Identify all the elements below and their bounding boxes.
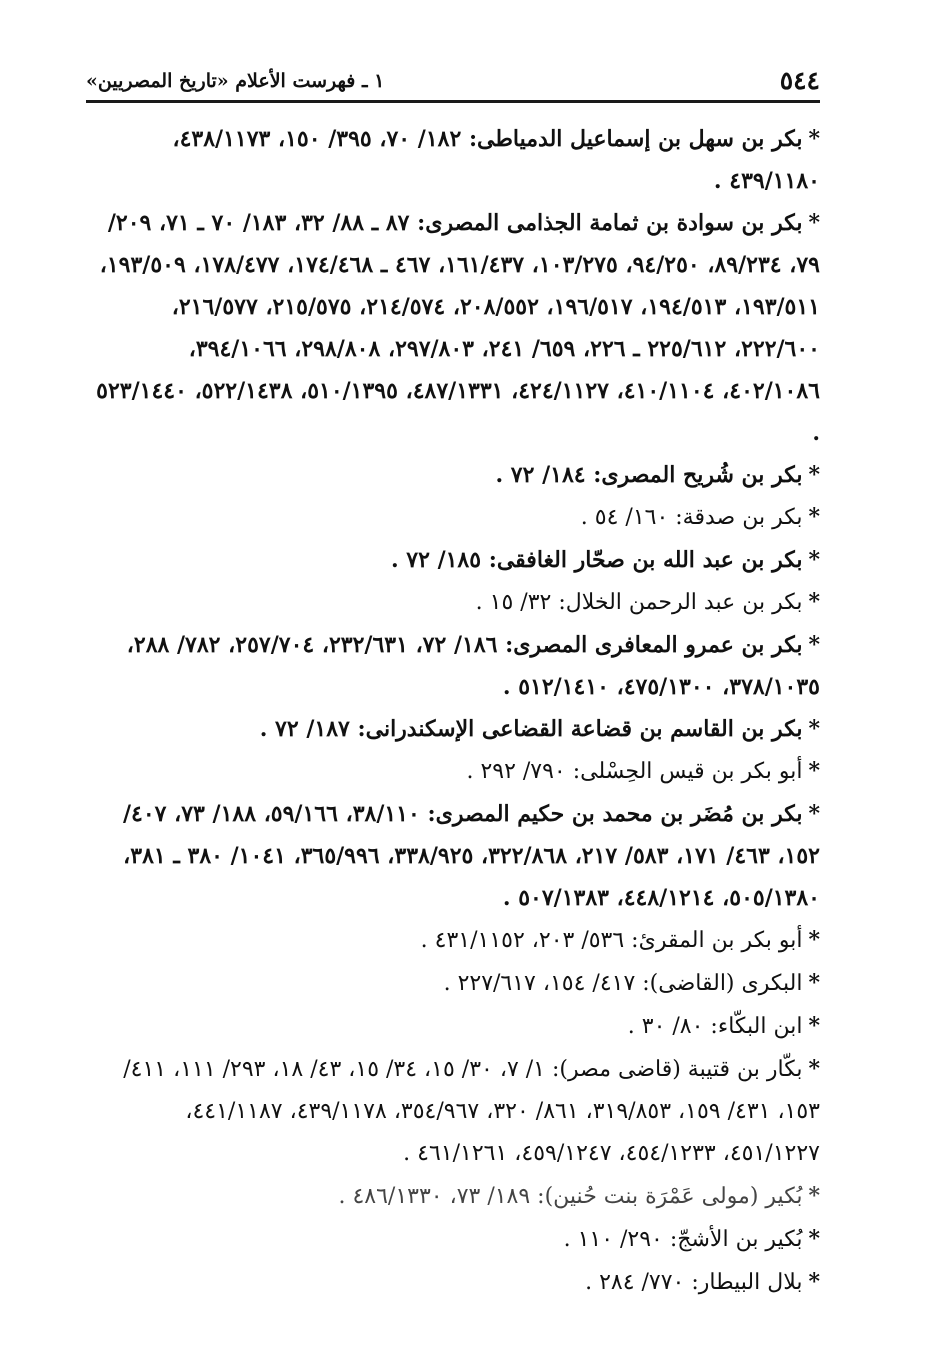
index-entry	[96, 750, 820, 793]
index-entry	[96, 539, 820, 581]
index-entry	[96, 1048, 820, 1175]
bullet-star-icon: *	[808, 1013, 820, 1039]
bullet-star-icon: *	[808, 462, 820, 488]
entry-text: بكر بن عبد الرحمن الخلال: ٣٢/ ١٥ .	[475, 590, 803, 615]
running-title: ١ ـ فهرست الأعلام «تاريخ المصريين»	[86, 70, 385, 92]
bullet-star-icon: *	[808, 504, 820, 530]
index-entry	[96, 496, 820, 539]
bullet-star-icon: *	[808, 1056, 820, 1082]
entry-text: بكر بن سوادة بن ثمامة الجذامى المصرى: ٨٧ ـ ٨٨/ ٣٢، ١٨٣/ ٧٠ ـ ٧١، ٢٠٩/ ٧٩، ٨٩/٢٣٤، ٩٤/٢٥٠، ١٠٣/٢٧٥، ١٦١/٤٣٧، ٤٦٧ ـ ١٧٤/٤٦٨، ١٧٨/٤٧٧، ١٩٣/٥٠٩، ١٩٣/٥١١، ١٩٤/٥١٣، ١٩٦/٥١٧، ٢٠٨/٥٥٢، ٢١٤/٥٧٤، ٢١٥/٥٧٥، ٢١٦/٥٧٧، ٢٢٢/٦٠٠، ٢٢٥/٦١٢ ـ ٢٢٦، ٦٥٩/ ٢٤١، ٢٩٧/٨٠٣، ٢٩٨/٨٠٨، ٣٩٤/١٠٦٦، ٤٠٢/١٠٨٦، ٤١٠/١١٠٤، ٤٢٤/١١٢٧، ٤٨٧/١٣٣١، ٥١٠/١٣٩٥، ٥٢٢/١٤٣٨، ٥٢٣/١٤٤٠ .	[96, 210, 820, 446]
bullet-star-icon: *	[808, 589, 820, 615]
bullet-star-icon: *	[808, 801, 820, 827]
bullet-star-icon: *	[808, 970, 820, 996]
bullet-star-icon: *	[808, 210, 820, 236]
index-entry	[96, 708, 820, 750]
bullet-star-icon: *	[808, 927, 820, 953]
index-entry	[96, 962, 820, 1005]
entry-text: بُكير بن الأشجّ: ٢٩٠/ ١١٠ .	[563, 1227, 803, 1252]
index-entry	[96, 1218, 820, 1261]
index-entry	[96, 454, 820, 496]
bullet-star-icon: *	[808, 758, 820, 784]
entry-text: البكرى (القاضى): ٤١٧/ ١٥٤، ٢٢٧/٦١٧ .	[443, 971, 803, 996]
index-entry	[96, 202, 820, 454]
entry-text: بكر بن القاسم بن قضاعة القضاعى الإسكندرانى: ١٨٧/ ٧٢ .	[259, 716, 803, 742]
bullet-star-icon: *	[808, 716, 820, 742]
page-number: ٥٤٤	[779, 66, 820, 95]
index-entry	[96, 118, 820, 202]
index-entry	[96, 624, 820, 708]
entry-text: أبو بكر بن قيس الحِسْلى: ٧٩٠/ ٢٩٢ .	[466, 759, 803, 784]
bullet-star-icon: *	[808, 547, 820, 573]
page-header	[86, 66, 820, 96]
index-entry	[96, 919, 820, 962]
index-entry	[96, 581, 820, 624]
index-entry	[96, 1175, 820, 1218]
bullet-star-icon: *	[808, 1269, 820, 1295]
entry-text: أبو بكر بن المقرئ: ٥٣٦/ ٢٠٣، ٤٣١/١١٥٢ .	[420, 928, 803, 953]
bullet-star-icon: *	[808, 126, 820, 152]
entry-text: بكر بن شُريح المصرى: ١٨٤/ ٧٢ .	[495, 462, 803, 488]
entry-text: بكّار بن قتيبة (قاضى مصر): ١/ ٧، ٣٠/ ١٥، ٣٤/ ١٥، ٤٣/ ١٨، ٢٩٣/ ١١١، ٤١١/ ١٥٣، ٤٣١/ ١٥٩، ٣١٩/٨٥٣، ٨٦١/ ٣٢٠، ٣٥٤/٩٦٧، ٤٣٩/١١٧٨، ٤٤١/١١٨٧، ٤٥١/١٢٢٧، ٤٥٤/١٢٣٣، ٤٥٩/١٢٤٧، ٤٦١/١٢٦١ .	[123, 1057, 820, 1166]
entry-text: بكر بن صدقة: ١٦٠/ ٥٤ .	[580, 505, 803, 530]
bullet-star-icon: *	[808, 632, 820, 658]
entry-text: بكر بن عبد الله بن صحّار الغافقى: ١٨٥/ ٧٢ .	[390, 547, 803, 573]
index-entry	[96, 1261, 820, 1304]
entry-text: بُكير (مولى عَمْرَة بنت حُنين): ١٨٩/ ٧٣، ٤٨٦/١٣٣٠ .	[338, 1184, 803, 1209]
bullet-star-icon: *	[808, 1226, 820, 1252]
entry-text: بكر بن عمرو المعافرى المصرى: ١٨٦/ ٧٢، ٢٣٢/٦٣١، ٢٥٧/٧٠٤، ٧٨٢/ ٢٨٨، ٣٧٨/١٠٣٥، ٤٧٥/١٣٠٠، ٥١٢/١٤١٠ .	[126, 632, 820, 700]
header-divider	[86, 100, 820, 103]
entry-text: بلال البيطار: ٧٧٠/ ٢٨٤ .	[585, 1270, 803, 1295]
index-entry	[96, 1005, 820, 1048]
entry-text: ابن البكّاء: ٨٠/ ٣٠ .	[627, 1014, 803, 1039]
index-entry	[96, 793, 820, 919]
bullet-star-icon: *	[808, 1183, 820, 1209]
entry-text: بكر بن سهل بن إسماعيل الدمياطى: ١٨٢/ ٧٠، ٣٩٥/ ١٥٠، ٤٣٨/١١٧٣، ٤٣٩/١١٨٠ .	[172, 126, 820, 194]
index-entries	[96, 118, 820, 1304]
entry-text: بكر بن مُضَر بن محمد بن حكيم المصرى: ٣٨/١١٠، ٥٩/١٦٦، ١٨٨/ ٧٣، ٤٠٧/ ١٥٢، ٤٦٣/ ١٧١، ٥٨٣/ ٢١٧، ٣٢٢/٨٦٨، ٣٣٨/٩٢٥، ٣٦٥/٩٩٦، ١٠٤١/ ٣٨٠ ـ ٣٨١، ٥٠٥/١٣٨٠، ٤٤٨/١٢١٤، ٥٠٧/١٣٨٣ .	[122, 801, 820, 911]
